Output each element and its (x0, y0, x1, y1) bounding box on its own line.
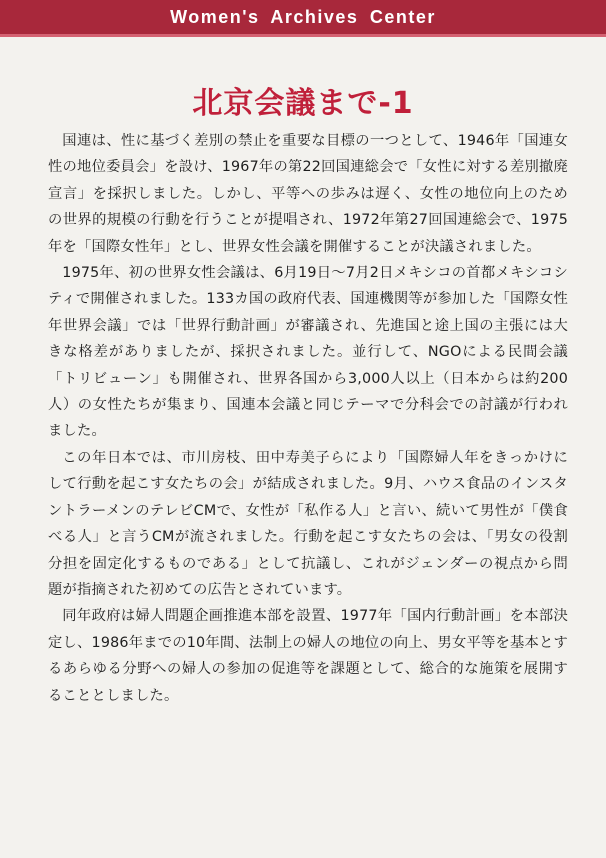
paragraph-un-history: 国連は、性に基づく差別の禁止を重要な目標の一つとして、1946年「国連女性の地位委員会」を設け、1967年の第22回国連総会で「女性に対する差別撤廃宣言」を採択しました。しかし、平等への歩みは遅く、女性の地位向上のための世界的規模の行動を行うことが提唱され、1972年第27回国連総会で、1975年を「国際女性年」とし、世界女性会議を開催することが決議されました。 (48, 133, 568, 255)
page-title: 北京会議まで-1 (192, 86, 414, 122)
paragraph-japan-movement: この年日本では、市川房枝、田中寿美子らにより「国際婦人年をきっかけにして行動を起こす女たちの会」が結成されました。9月、ハウス食品のインスタントラーメンのテレビCMで、女性が「私作る人」と言い、続いて男性が「僕食べる人」と言うCMが流されました。行動を起こす女たちの会は、「男女の役割分担を固定化するものである」として抗議し、これがジェンダーの視点から問題が指摘された初めての広告とされています。 (48, 449, 568, 598)
header-org-name: Women's Archives Center (170, 7, 436, 27)
paragraph-mexico-conference: 1975年、初の世界女性会議は、6月19日〜7月2日メキシコの首都メキシコシティで開催されました。133カ国の政府代表、国連機関等が参加した「国際女性年世界会議」では「世界行動計画」が審議され、先進国と途上国の主張には大きな格差がありましたが、採択されました。並行して、NGOによる民間会議「トリビューン」も開催され、世界各国から3,000人以上（日本からは約200人）の女性たちが集まり、国連本会議と同じテーマで分科会での討議が行われました。 (48, 265, 568, 440)
header-divider (0, 34, 606, 37)
paragraph-government-plan: 同年政府は婦人問題企画推進本部を設置、1977年「国内行動計画」を本部決定し、1986年までの10年間、法制上の婦人の地位の向上、男女平等を基本とするあらゆる分野への婦人の参加の促進等を課題として、総合的な施策を展開することとしました。 (48, 608, 568, 704)
article-body (48, 128, 568, 709)
